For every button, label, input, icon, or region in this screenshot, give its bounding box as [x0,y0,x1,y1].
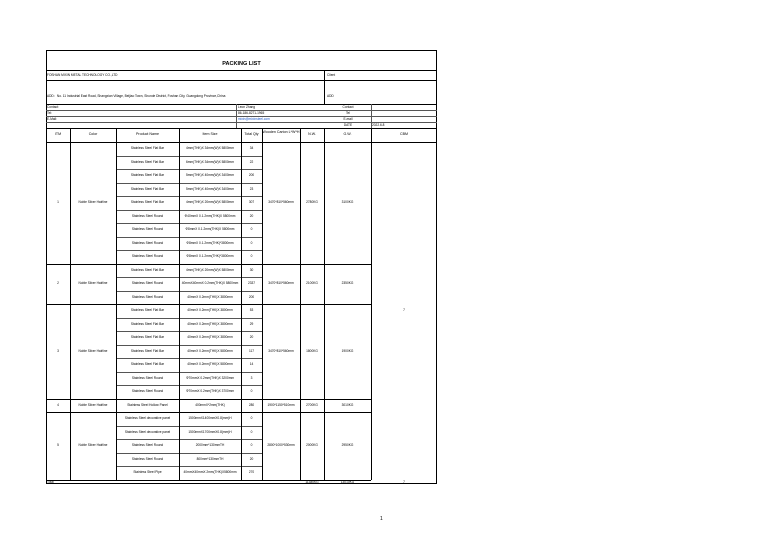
contact-label: Tel: [47,111,52,115]
carton-size: 3470*810*560mm [268,281,294,286]
total-qty: 29 [249,321,254,326]
product-name: Stainless Steel Flat Bar [130,186,165,191]
gross-weight: 2950KG [341,443,354,448]
total-qty: 0 [250,227,253,231]
item-size: 5mm(THK)X 40mm(W)X 3400mm [186,173,234,177]
item-size: 40mmX 0.2mm(THK)X 5800mm [187,348,233,353]
product-name: Stainless Steel Round [131,213,164,218]
total-qty: 20 [249,213,254,218]
column-header: ITM [54,132,62,136]
total-qty: 307 [248,200,255,204]
item-number: 1 [57,200,59,205]
total-qty: 0 [250,429,253,434]
contact-value: mixin@mixinsteel.com [238,117,270,121]
item-size: 4mm(THK)X 20mm(W)X 5800mm [186,200,234,204]
item-size: Φ8mmX 0.1.2mm(THK)*3800mm [186,254,234,258]
item-size: 40mmX 0.2mm(THK)X 5800mm [187,362,233,366]
total-qty: 200 [248,294,255,299]
total-qty: 0 [250,254,253,258]
item-size: 1500mmX1700mmX0.8(mm)H [188,429,232,434]
contact-right-label: E-mail [343,117,353,121]
item-size: Φ40mmX 0.1.2mm(THK)X 5800mm [184,213,236,218]
product-name: Stainless Steel Flat Bar [130,335,165,339]
product-name: Stainless Steel Round [131,281,164,285]
total-qty: 14 [249,362,254,366]
item-size: 2000mm*130mmTH [195,443,225,447]
item-size: 40mmX40mmX 0.2mm(THK)X 5800mm [181,281,239,285]
product-name: Stainless Steel Round [131,456,164,461]
gross-weight: 3100KG [341,200,354,205]
total-net-weight: 11380KG [305,480,319,484]
address-label: ADD [327,94,334,98]
carton-size: 1900*1150*510mm [267,402,295,407]
column-header: N.W. [308,132,316,136]
color-name: Noble Silver Hairline [78,281,108,286]
product-name: Stainless Steel Round [131,227,164,231]
item-size: Φ70mmX 0.2mm(THK)X 3700mm [185,389,235,393]
total-qty: 0 [250,389,253,393]
total-qty: 3 [250,375,253,380]
net-weight: 2000KG [306,443,318,448]
total-qty: 23 [249,186,254,191]
total-qty: 2337 [247,281,256,285]
total-qty: 30 [249,267,254,272]
column-header: Color [88,132,98,136]
net-weight: 2780KG [306,200,318,205]
color-name: Noble Silver Hairline [78,443,108,448]
date-value: 2022.6.8 [372,123,385,127]
product-name: Stainless Steel Round [131,375,164,380]
item-size: 40mmX 0.2mm(THK)X 3800mm [187,321,233,326]
item-size: 6mm(THK)X 34mm(W)X 5800mm [186,159,234,164]
contact-right-label: Tel [345,111,351,115]
product-name: Stainless Steel Hollow Panel [127,402,168,407]
company-name: FOSHAN MIXIN METAL TECHNOLOGY CO.,LTD [47,73,118,77]
gross-weight: 1900KG [341,348,354,353]
product-name: Stainless Steel Flat Bar [130,146,165,150]
column-header: G.W. [343,132,352,136]
total-qty: 22 [249,159,254,164]
product-name: Stainless Steel Flat Bar [130,308,165,312]
carton-size: 3470*810*560mm [268,200,294,205]
product-name: Stainless Steel decorative panel [124,416,171,420]
column-header: CBM [400,132,408,136]
item-size: 40mmX40mmX 2mm(THK)X5800mm [183,470,237,474]
product-name: Stainless Steel Flat Bar [130,159,165,164]
total-label: Total [47,480,54,484]
total-qty: 117 [248,348,255,353]
item-number: 5 [57,443,59,448]
column-header: Product Name [136,132,159,136]
item-size: 4mm(THK)X 34mm(W)X 5800mm [186,146,234,150]
total-qty: 0 [250,416,253,420]
item-size: 400mmX*2mm(THK) [195,402,225,407]
product-name: Stainless Steel decorative panel [124,429,171,434]
packing-list-sheet [46,50,438,488]
page-title: PACKING LIST [222,61,261,67]
column-header: Wooden Carton L*W*H [262,130,300,134]
net-weight: 2100KG [306,281,318,286]
client-label: Client [327,73,336,77]
contact-value: Leon Zhang [238,105,256,109]
item-number: 4 [57,402,59,407]
total-gross-weight: 13010KG [340,480,355,484]
total-qty: 53 [249,308,254,312]
total-qty: 0 [250,240,253,245]
color-name: Noble Silver Hairline [78,200,108,205]
product-name: Stainless Steel Flat Bar [130,348,165,353]
item-size: 4mm(THK)X 20mm(W)X 5800mm [186,267,234,272]
product-name: Stainless Steel Round [131,443,164,447]
product-name: Stainless Steel Flat Bar [130,362,165,366]
product-name: Stainless Steel Round [131,240,164,245]
contact-label: E-Mail: [47,117,57,121]
product-name: Stainless Steel Pipe [133,470,162,474]
column-header: Total Qty [244,132,259,136]
product-name: Stainless Steel Flat Bar [130,173,165,177]
gross-weight: 3010KG [341,402,354,407]
cbm-value: 7 [403,308,405,313]
date-label: DATE [343,123,353,127]
column-header: Item Size [202,132,218,136]
item-size: 5mm(THK)X 40mm(W)X 3400mm [186,186,234,191]
product-name: Stainless Steel Round [131,294,164,299]
carton-size: 2800*1000*530mm [267,443,295,448]
item-number: 3 [57,348,59,353]
item-size: Φ8mmX 0.1.2mm(THK)X 5800mm [185,227,235,231]
total-qty: 20 [249,456,254,461]
total-qty: 34 [249,146,254,150]
total-qty: 0 [250,443,253,447]
item-size: Φ8mmX 0.1.2mm(THK)*3800mm [186,240,234,245]
company-address: ADD：No. 11 Industrial East Road, Shangxian Village, Beijiao Town, Shunde District, Foshan City, Guangdong Province,China [47,94,226,98]
item-size: 1500mmX1400mmX0.8(mm)H [188,416,232,420]
item-size: 800mm*130mmTH [196,456,224,461]
total-qty: 200 [248,173,255,177]
item-size: 40mmX 0.2mm(THK)X 3800mm [187,335,233,339]
contact-value: 86-186-8271-1965 [238,111,265,115]
total-qty: 20 [249,335,254,339]
color-name: Noble Silver Hairline [78,402,108,407]
item-size: 40mmX 0.2mm(THK)X 3800mm [187,308,233,312]
contact-label: Contact: [47,105,59,109]
total-qty: 270 [248,470,255,474]
total-qty: 280 [248,402,255,407]
carton-size: 3470*810*560mm [268,348,294,353]
product-name: Stainless Steel Flat Bar [130,267,165,272]
item-number: 2 [57,281,59,286]
net-weight: 2700KG [306,402,318,407]
total-cbm: 7 [403,480,405,484]
color-name: Noble Silver Hairline [78,348,108,353]
page-number: 1 [380,516,383,522]
product-name: Stainless Steel Round [131,389,164,393]
item-size: 40mmX 0.2mm(THK)X 3800mm [187,294,233,299]
net-weight: 1800KG [306,348,318,353]
contact-right-label: Contact [342,105,354,109]
product-name: Stainless Steel Flat Bar [130,321,165,326]
item-size: Φ70mmX 0.2mm(THK)X 3200mm [185,375,235,380]
product-name: Stainless Steel Round [131,254,164,258]
gross-weight: 2350KG [341,281,354,286]
product-name: Stainless Steel Flat Bar [130,200,165,204]
